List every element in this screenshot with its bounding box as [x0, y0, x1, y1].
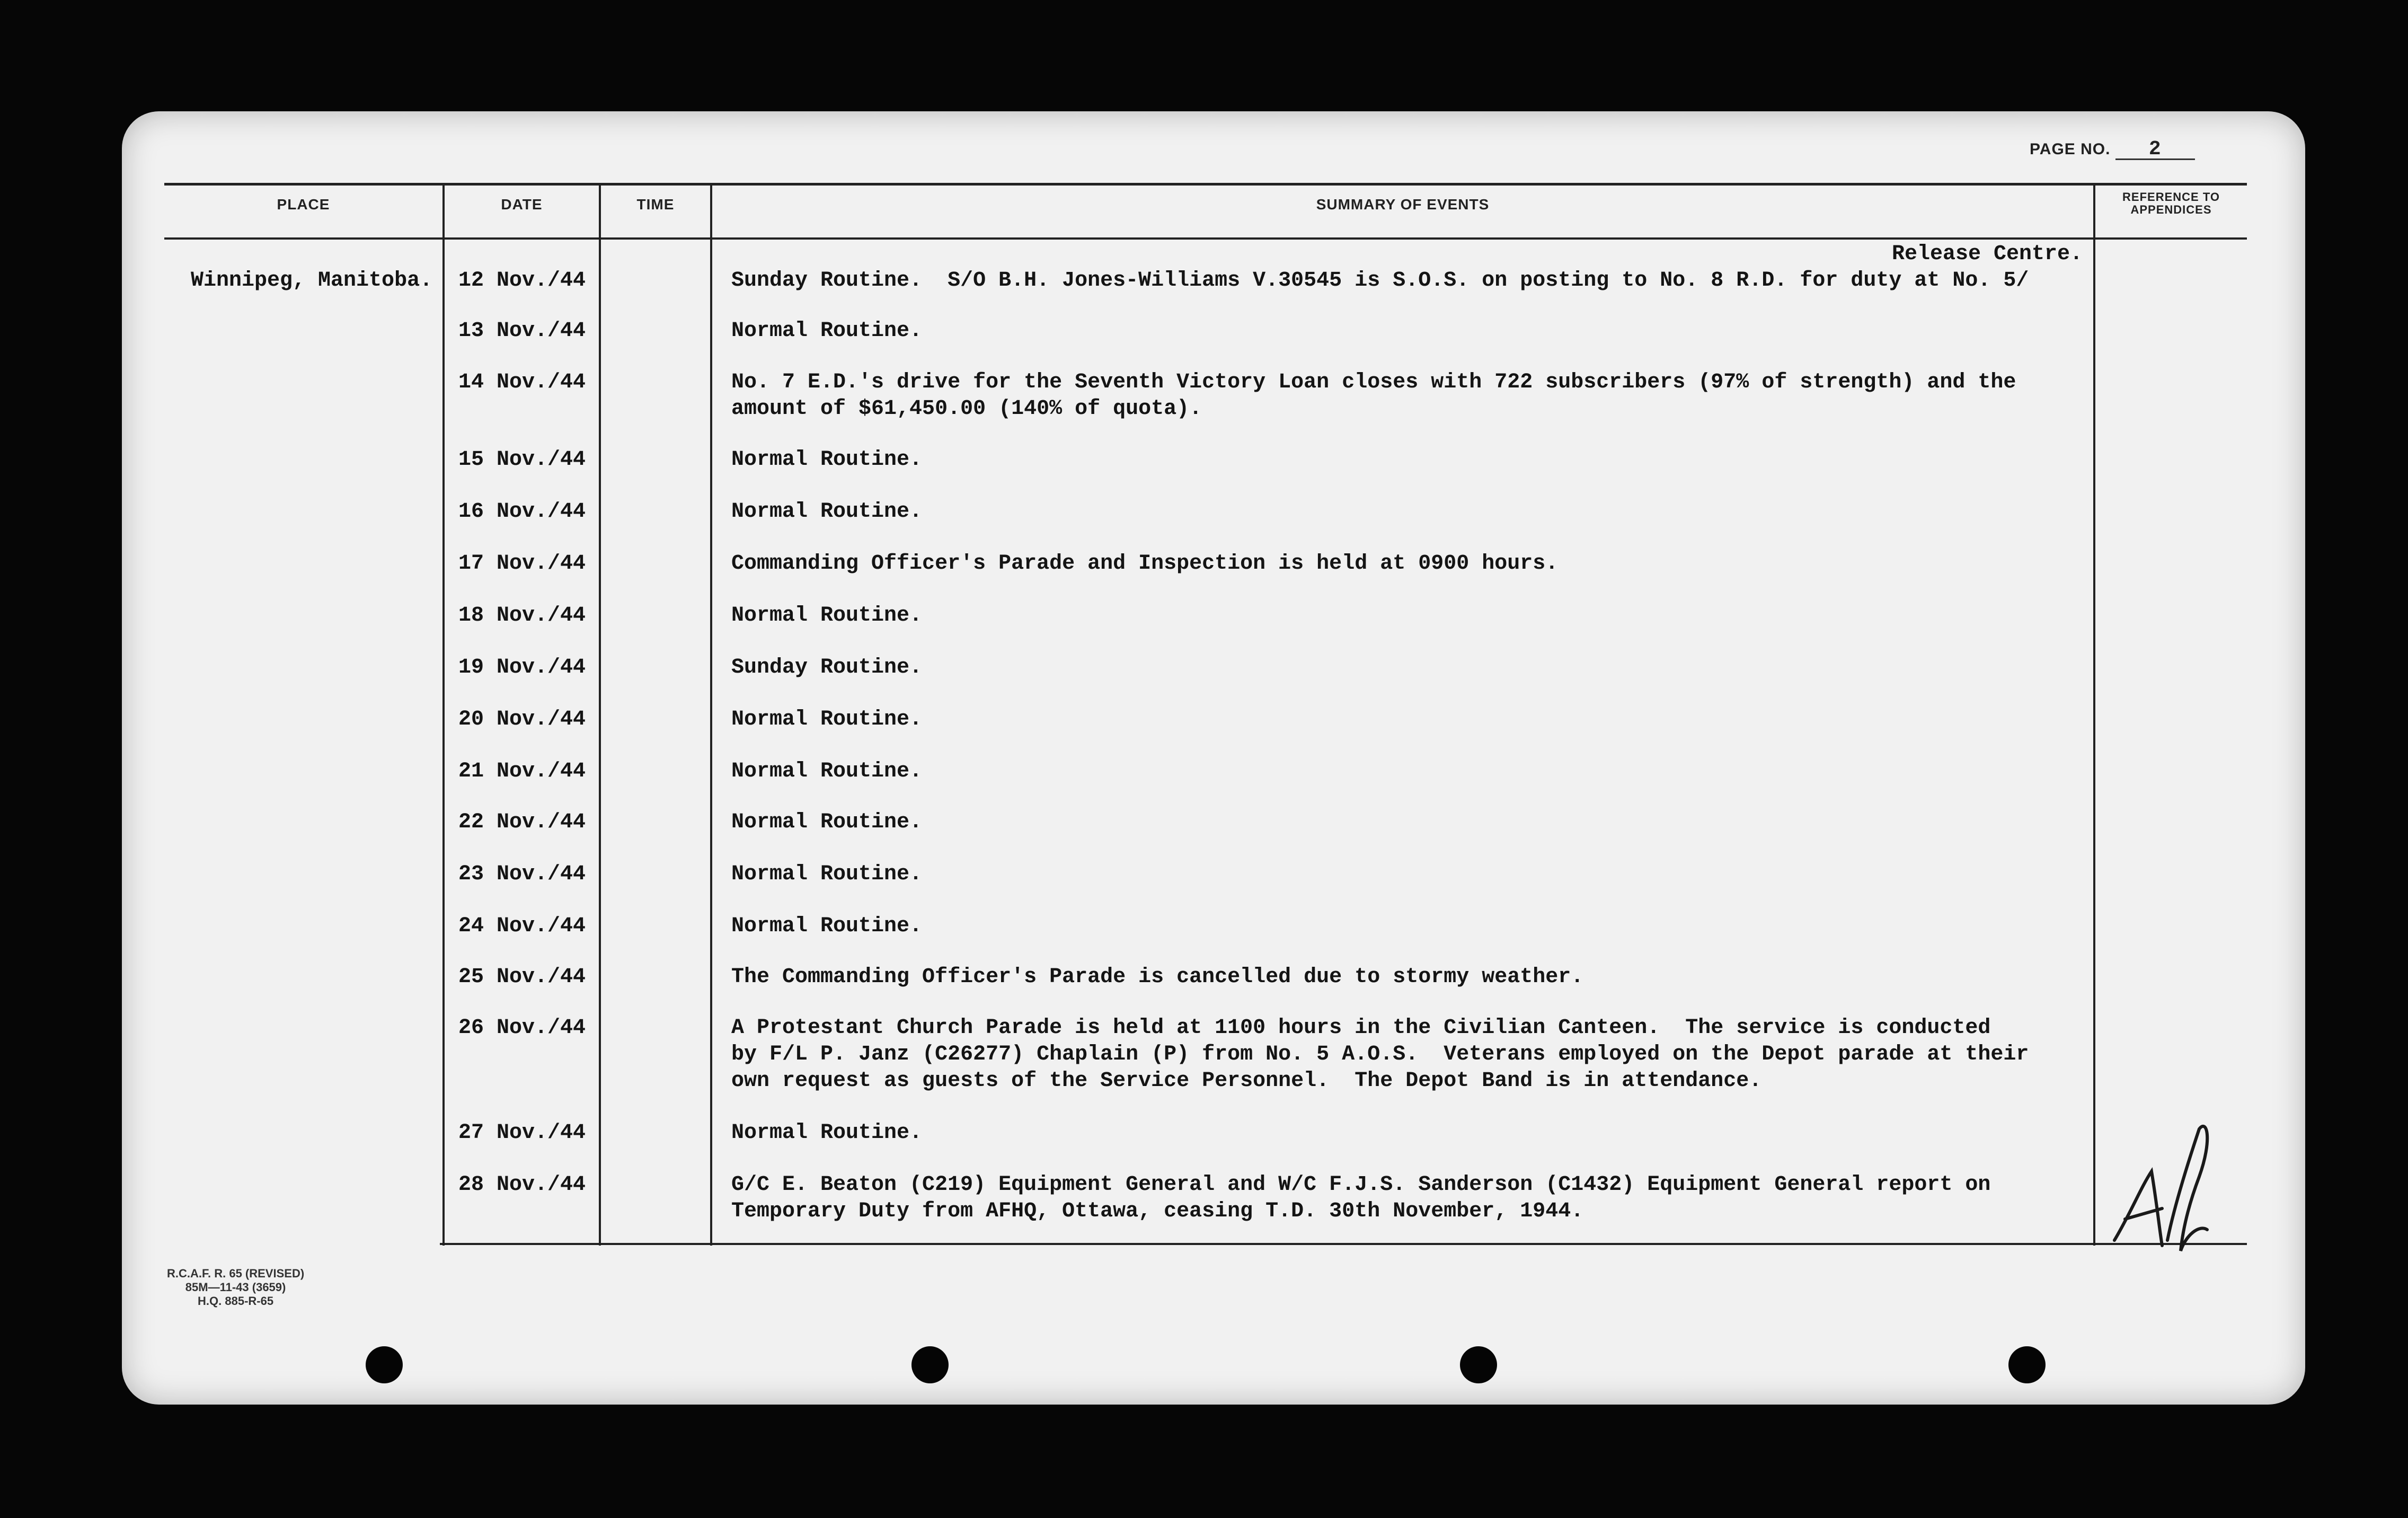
entry-summary: Normal Routine.: [731, 1121, 923, 1145]
form-reference: [167, 1267, 304, 1308]
punch-hole: [366, 1346, 403, 1383]
place-date-divider: [442, 183, 445, 1246]
page-number-value: 2: [2115, 140, 2195, 160]
header-date: DATE: [501, 196, 543, 213]
header-rule: [164, 237, 2247, 240]
header-reference-line2: APPENDICES: [2130, 203, 2212, 216]
signature-initials: [2093, 1108, 2220, 1267]
entry-date: 13 Nov./44: [458, 319, 586, 343]
form-reference-line3: H.Q. 885-R-65: [198, 1294, 274, 1308]
entry-date: 15 Nov./44: [458, 448, 586, 472]
date-time-divider: [599, 183, 601, 1246]
entry-summary: Sunday Routine.: [731, 656, 923, 679]
entry-summary: Normal Routine.: [731, 760, 923, 783]
entry-summary: Commanding Officer's Parade and Inspection is held at 0900 hours.: [731, 552, 1559, 576]
entry-date: 12 Nov./44: [458, 269, 586, 293]
entry-date: 19 Nov./44: [458, 656, 586, 679]
form-reference-line2: 85M—11-43 (3659): [185, 1281, 286, 1294]
operations-record-sheet: [122, 111, 2305, 1405]
entry-date: 24 Nov./44: [458, 914, 586, 938]
entry-summary: Normal Routine.: [731, 708, 923, 731]
top-rule: [164, 183, 2247, 186]
entry-date: 25 Nov./44: [458, 965, 586, 989]
entry-summary: Normal Routine.: [731, 319, 923, 343]
time-summary-divider: [710, 183, 712, 1246]
page-number: [2030, 140, 2195, 160]
punch-hole: [1460, 1346, 1497, 1383]
entry-summary: Normal Routine.: [731, 604, 923, 628]
entry-summary: No. 7 E.D.'s drive for the Seventh Victory Loan closes with 722 subscribers (97% of strength) and the amount of $61,450.00 (140% of quota).: [731, 370, 2016, 421]
entry-summary: A Protestant Church Parade is held at 1100 hours in the Civilian Canteen. The service is conducted by F/L P. Janz (C26277) Chaplain (P) from No. 5 A.O.S. Veterans employed on the Depot parade at their own request as guests of the Service Personnel. The Depot Band is in attendance.: [731, 1016, 2029, 1093]
header-time: TIME: [636, 196, 675, 213]
entry-summary: Normal Routine.: [731, 914, 923, 938]
entry-date: 17 Nov./44: [458, 552, 586, 576]
header-place: PLACE: [277, 196, 330, 213]
header-reference-line1: REFERENCE TO: [2122, 190, 2220, 204]
entry-summary: Normal Routine.: [731, 500, 923, 524]
entry-date: 20 Nov./44: [458, 708, 586, 731]
entry-summary: Normal Routine.: [731, 810, 923, 834]
entry-summary: Normal Routine.: [731, 862, 923, 886]
entry-summary: Normal Routine.: [731, 448, 923, 472]
entry-date: 27 Nov./44: [458, 1121, 586, 1145]
header-reference: [2095, 191, 2247, 216]
entry-date: 21 Nov./44: [458, 760, 586, 783]
entry-date: 28 Nov./44: [458, 1173, 586, 1197]
header-summary: SUMMARY OF EVENTS: [1316, 196, 1490, 213]
entry-summary: The Commanding Officer's Parade is cancelled due to stormy weather.: [731, 965, 1584, 989]
entry-date: 14 Nov./44: [458, 370, 586, 394]
entry-date: 16 Nov./44: [458, 500, 586, 524]
punch-hole: [911, 1346, 949, 1383]
entry-summary: Sunday Routine. S/O B.H. Jones-Williams V.30545 is S.O.S. on posting to No. 8 R.D. for duty at No. 5/: [731, 269, 2029, 293]
page-number-label: PAGE NO.: [2030, 140, 2111, 158]
continuation-text: Release Centre.: [1891, 242, 2083, 266]
form-reference-line1: R.C.A.F. R. 65 (REVISED): [167, 1267, 305, 1280]
entry-date: 26 Nov./44: [458, 1016, 586, 1040]
entry-date: 23 Nov./44: [458, 862, 586, 886]
entry-date: 22 Nov./44: [458, 810, 586, 834]
punch-hole: [2008, 1346, 2046, 1383]
entry-summary: G/C E. Beaton (C219) Equipment General and W/C F.J.S. Sanderson (C1432) Equipment General report on Temporary Duty from AFHQ, Ottawa, ceasing T.D. 30th November, 1944.: [731, 1173, 1991, 1223]
entry-place: Winnipeg, Manitoba.: [191, 269, 433, 293]
entry-date: 18 Nov./44: [458, 604, 586, 628]
